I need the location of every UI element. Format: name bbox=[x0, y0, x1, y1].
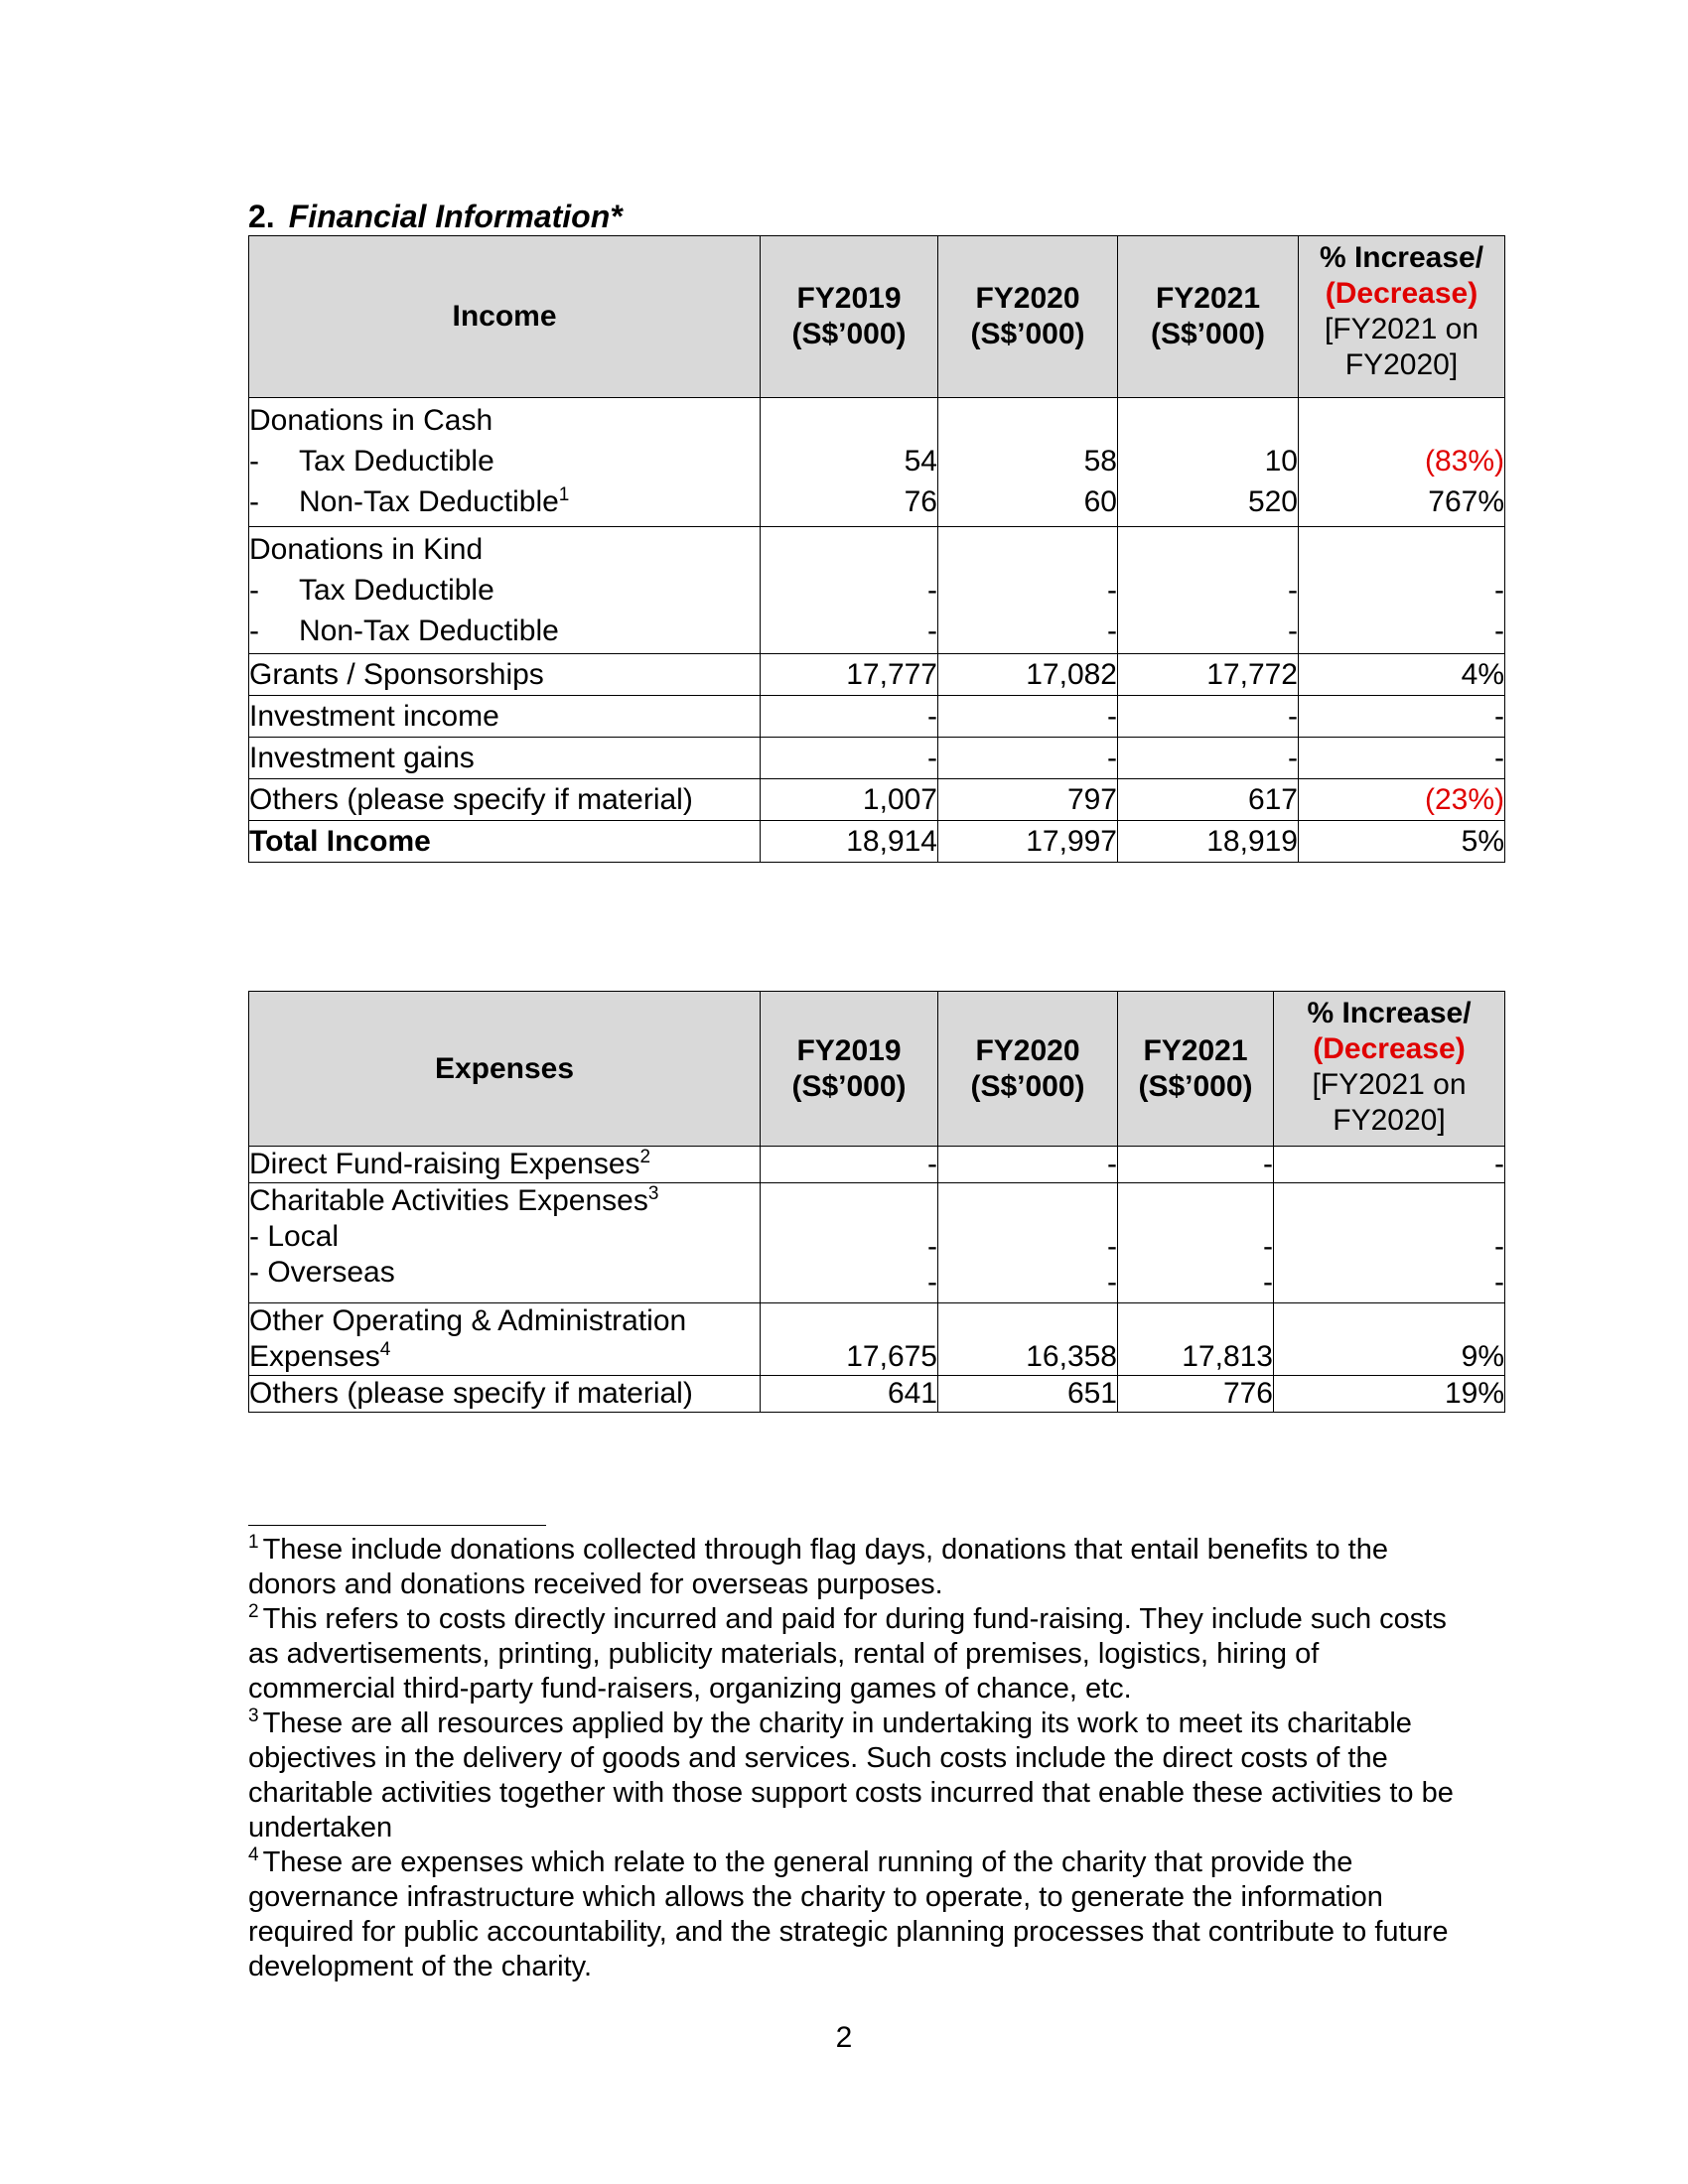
footnotes bbox=[248, 1533, 1470, 1984]
income-row-grants: Grants / Sponsorships 17,777 17,082 17,772 4% bbox=[249, 654, 1505, 696]
donations-cash-label: Donations in Cash bbox=[249, 404, 493, 437]
donations-kind-tax-label: Tax Deductible bbox=[299, 574, 494, 607]
footnote-4: $^4$ These are expenses which relate to the general running of the charity that provide the governance infrastructure which allows the charity to operate, to generate the information required for public accountability, and the strategic planning processes that contribute to future development of the charity. bbox=[248, 1844, 1449, 1982]
income-header-pct: % Increase/ (Decrease) [FY2021 on FY2020] bbox=[1299, 236, 1505, 398]
income-header-fy2019: FY2019 (S$’000) bbox=[761, 236, 938, 398]
income-row-others: Others (please specify if material) 1,007 797 617 (23%) bbox=[249, 779, 1505, 821]
donations-cash-nontax-label: Non-Tax Deductible bbox=[299, 485, 559, 518]
expenses-header-fy2019: FY2019 (S$’000) bbox=[761, 992, 938, 1147]
donations-kind-label: Donations in Kind bbox=[249, 533, 484, 566]
page-number: 2 bbox=[835, 2021, 853, 2054]
income-row-investment-income: Investment income - - - - bbox=[249, 696, 1505, 738]
footnote-1: $^1$ These include donations collected through flag days, donations that entail benefits to the donors and donations received for overseas purposes. bbox=[248, 1532, 1388, 1600]
footnote-2: $^2$ This refers to costs directly incurred and paid for during fund-raising. They include such costs as advertisements, printing, publicity materials, rental of premises, logistics, hiring of commercial third-party fund-raisers, organizing games of chance, etc. bbox=[248, 1601, 1447, 1705]
expenses-header-fy2020: FY2020 (S$’000) bbox=[938, 992, 1118, 1147]
income-header-label: Income bbox=[249, 236, 761, 398]
section-heading bbox=[248, 197, 623, 236]
section-number: 2. bbox=[248, 199, 275, 234]
income-header-fy2020: FY2020 (S$’000) bbox=[938, 236, 1118, 398]
expenses-table bbox=[248, 991, 1505, 1413]
donations-kind-nontax-label: Non-Tax Deductible bbox=[299, 614, 559, 647]
expenses-header-row bbox=[249, 992, 1505, 1147]
footnote-3: $^3$ These are all resources applied by the charity in undertaking its work to meet its charitable objectives in the delivery of goods and services. Such costs include the direct costs of the charitable activities together with those support costs incurred that enable these activities to be undertaken bbox=[248, 1706, 1454, 1843]
expenses-row-other-operating: Other Operating & Administration Expenses$^4$ 17,675 16,358 17,813 9% bbox=[249, 1303, 1505, 1376]
income-row-total: Total Income 18,914 17,997 18,919 5% bbox=[249, 821, 1505, 863]
expenses-row-charitable: Charitable Activities Expenses$^3$ - Local - Overseas - - - - - - - - bbox=[249, 1183, 1505, 1303]
income-row-donations-cash: Donations in Cash - Tax Deductible - Non-Tax Deductible$^1$ 54 76 58 60 10 520 (83%) 767% bbox=[249, 398, 1505, 527]
income-header-fy2021: FY2021 (S$’000) bbox=[1118, 236, 1299, 398]
section-title: Financial Information* bbox=[288, 199, 623, 234]
income-row-donations-kind: Donations in Kind - Tax Deductible - Non-Tax Deductible - - - - - - - - bbox=[249, 527, 1505, 654]
donations-cash-tax-label: Tax Deductible bbox=[299, 445, 494, 478]
income-row-investment-gains: Investment gains - - - - bbox=[249, 738, 1505, 779]
income-table bbox=[248, 235, 1505, 863]
expenses-row-others: Others (please specify if material) 641 651 776 19% bbox=[249, 1376, 1505, 1413]
expenses-header-fy2021: FY2021 (S$’000) bbox=[1118, 992, 1274, 1147]
income-header-row bbox=[249, 236, 1505, 398]
expenses-row-direct-fundraising: Direct Fund-raising Expenses$^2$ - - - - bbox=[249, 1147, 1505, 1183]
expenses-header-label: Expenses bbox=[249, 992, 761, 1147]
expenses-header-pct: % Increase/ (Decrease) [FY2021 on FY2020] bbox=[1274, 992, 1505, 1147]
footnote-separator bbox=[248, 1525, 546, 1526]
